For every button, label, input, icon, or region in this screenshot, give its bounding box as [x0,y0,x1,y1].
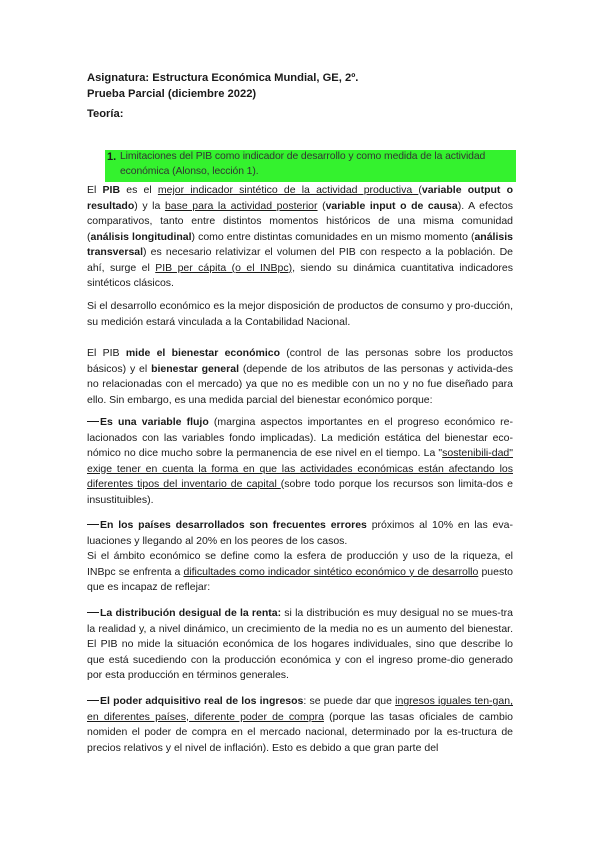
paragraph-desarrollo: Si el desarrollo económico es la mejor disposición de productos de consumo y pro-ducción, su medición estará vinculada a la Contabilidad Nacional. [87,300,513,328]
topic-title-line2: económica (Alonso, lección 1). [120,166,259,177]
exam-heading: Prueba Parcial (diciembre 2022) [87,88,257,100]
paragraph-variable-flujo: Es una variable flujo (margina aspectos importantes en el progreso económico re-lacionados con las variables fondo implicadas). La medición estática del bienestar eco-nómico no dice mucho sobre la permanencia de ese nivel en el tiempo. La "sostenibili-dad" exige tener en cuenta la forma en que las actividades económicas están afectando los diferentes tipos del inventario de capital (sobre todo porque los recursos son limita-dos e insustituibles). [87,416,513,506]
topic-number: 1. [107,151,117,163]
dash-marker [87,421,99,422]
paragraph-errores: En los países desarrollados son frecuentes errores próximos al 10% en las eva-luaciones y llegando al 20% en los peores de los casos. Si el ámbito económico se define como la esfera de producción y uso de la riqueza, el INBpc se enfrenta a dificultades como indicador sintético económico y de desarrollo puesto que es incapaz de reflejar: [87,519,513,594]
paragraph-pib-definition: El PIB es el mejor indicador sintético de la actividad productiva (variable output o resultado) y la base para la actividad posterior (variable input o de causa). A efectos comparativos, tanto entre distintos momentos históricos de una misma comunidad (análisis longitudinal) como entre distintas comunidades en un mismo momento (análisis transversal) es necesario relativizar el volumen del PIB con respecto a la población. De ahí, surge el PIB per cápita (o el INBpc), siendo su dinámica cuantitativa indicadores sintéticos clásicos. [87,184,513,290]
topic-highlight [105,150,516,182]
paragraph-distribucion: La distribución desigual de la renta: si la distribución es muy desigual no se mues-tra la realidad y, a nivel dinámico, un crecimiento de la media no es un aumento del bienestar. El PIB no mide la situación económica de los hogares individuales, sino que describe lo que está sucediendo con la producción económica y con el ingreso prome-dio generado por esta producción en términos generales. [87,607,513,682]
dash-marker [87,524,99,525]
section-heading: Teoría: [87,108,124,120]
dash-marker [87,612,99,613]
topic-title-line1: Limitaciones del PIB como indicador de desarrollo y como medida de la actividad [120,151,486,162]
paragraph-poder-adquisitivo: El poder adquisitivo real de los ingresos: se puede dar que ingresos iguales ten-gan, en diferentes países, diferente poder de compra (porque las tasas oficiales de cambio nomiden el poder de compra en el mercado nacional, determinado por la es-tructura de precios relativos y el nivel de inflación). Esto es debido a que gran parte del [87,695,513,754]
paragraph-bienestar: El PIB mide el bienestar económico (control de las personas sobre los productos básicos) y el bienestar general (depende de los atributos de las personas y activida-des no relacionadas con el mercado) ya que no es medible con un no y no fue diseñado para ello. Sin embargo, es una medida parcial del bienestar económico porque: [87,347,513,406]
subject-heading: Asignatura: Estructura Económica Mundial, GE, 2º. [87,72,359,84]
dash-marker [87,700,99,701]
